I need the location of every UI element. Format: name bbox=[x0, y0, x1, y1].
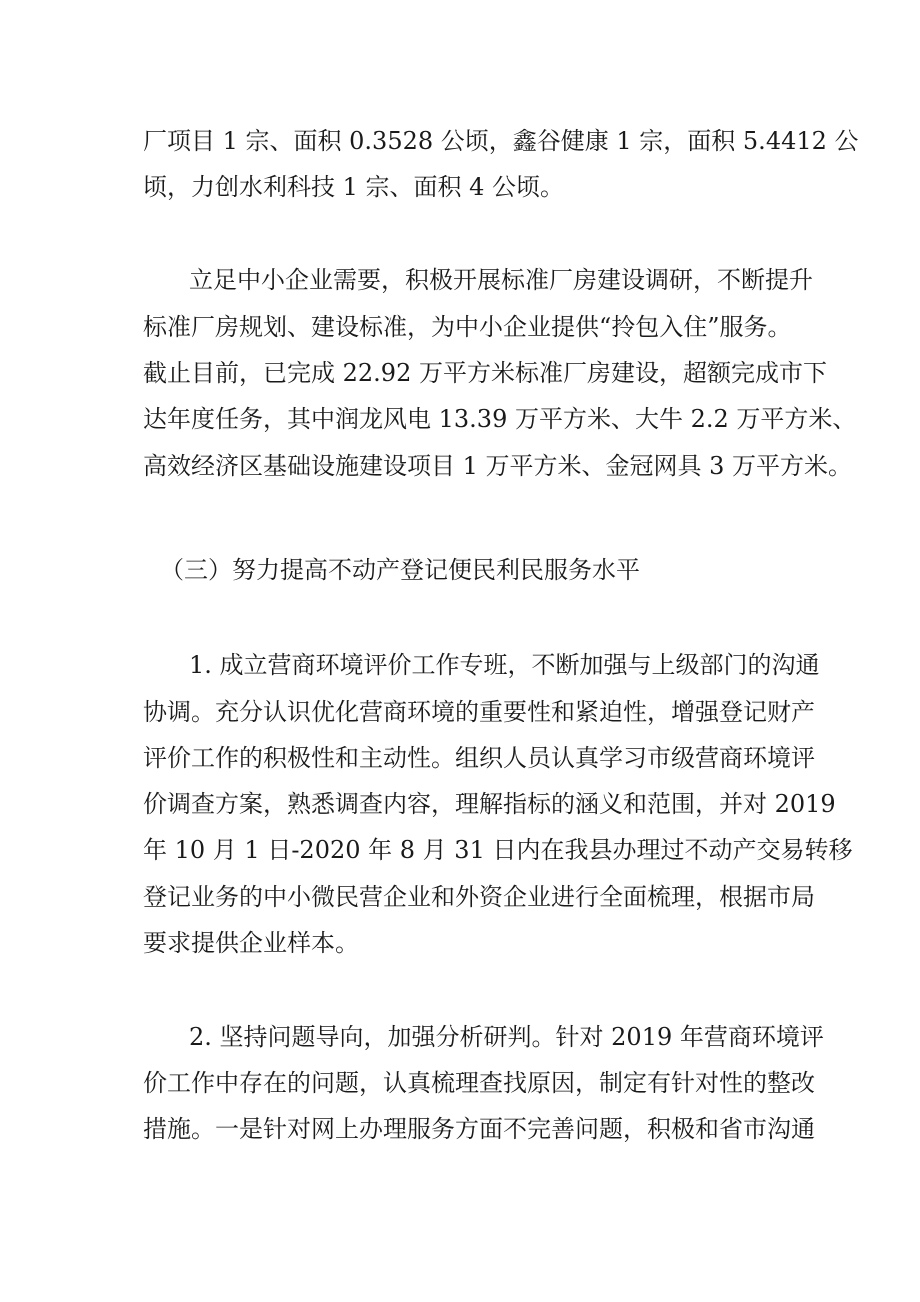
paragraph-line: 标准厂房规划、建设标准，为中小企业提供“拎包入住”服务。 bbox=[143, 313, 792, 341]
paragraph-line: 1. 成立营商环境评价工作专班，不断加强与上级部门的沟通 bbox=[189, 651, 820, 679]
paragraph-line: 高效经济区基础设施建设项目 1 万平方米、金冠网具 3 万平方米。 bbox=[143, 452, 853, 480]
paragraph-line: 顷，力创水利科技 1 宗、面积 4 公顷。 bbox=[143, 173, 565, 201]
paragraph-line: 厂项目 1 宗、面积 0.3528 公顷，鑫谷健康 1 宗，面积 5.4412 公 bbox=[143, 127, 859, 155]
paragraph-line: 2. 坚持问题导向，加强分析研判。针对 2019 年营商环境评 bbox=[189, 1023, 824, 1051]
paragraph-line: 价工作中存在的问题，认真梳理查找原因，制定有针对性的整改 bbox=[143, 1069, 815, 1097]
paragraph-line: 协调。充分认识优化营商环境的重要性和紧迫性，增强登记财产 bbox=[143, 698, 815, 726]
paragraph-line: 年 10 月 1 日-2020 年 8 月 31 日内在我县办理过不动产交易转移 bbox=[143, 836, 853, 864]
paragraph-line: 价调查方案，熟悉调查内容，理解指标的涵义和范围，并对 2019 bbox=[143, 790, 836, 818]
section-heading: （三）努力提高不动产登记便民利民服务水平 bbox=[160, 556, 640, 584]
paragraph-line: 措施。一是针对网上办理服务方面不完善问题，积极和省市沟通 bbox=[143, 1115, 815, 1143]
paragraph-line: 达年度任务，其中润龙风电 13.39 万平方米、大牛 2.2 万平方米、 bbox=[143, 405, 857, 433]
paragraph-line: 立足中小企业需要，积极开展标准厂房建设调研，不断提升 bbox=[189, 266, 813, 294]
paragraph-line: 评价工作的积极性和主动性。组织人员认真学习市级营商环境评 bbox=[143, 744, 815, 772]
paragraph-line: 要求提供企业样本。 bbox=[143, 929, 359, 957]
paragraph-line: 登记业务的中小微民营企业和外资企业进行全面梳理，根据市局 bbox=[143, 883, 815, 911]
paragraph-line: 截止目前，已完成 22.92 万平方米标准厂房建设，超额完成市下 bbox=[143, 359, 827, 387]
